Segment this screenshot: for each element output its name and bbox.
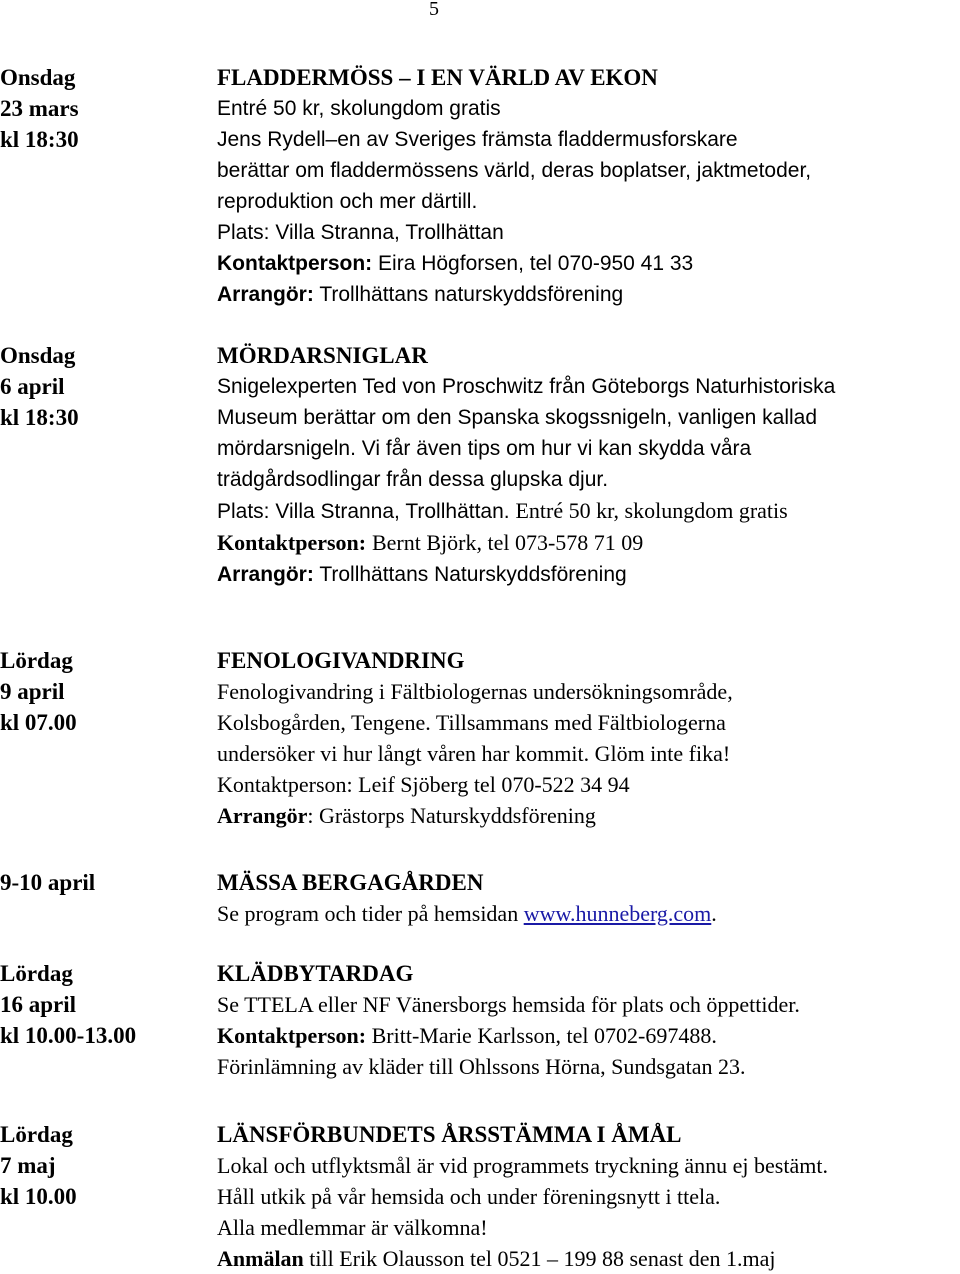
- organizer-label: Arrangör:: [217, 283, 314, 306]
- event-line: trädgårdsodlingar från dessa glupska djur.: [217, 468, 609, 491]
- signup-label: Anmälan: [217, 1246, 304, 1271]
- organizer-value: Trollhättans Naturskyddsförening: [319, 563, 627, 586]
- event-date: 9 april: [0, 679, 65, 704]
- event-day: Lördag: [0, 961, 73, 986]
- event-signup: [217, 1243, 960, 1274]
- event-organizer: [217, 800, 960, 831]
- event-line: Håll utkik på vår hemsida och under föreningsnytt i ttela.: [217, 1184, 721, 1209]
- event-when: [0, 958, 210, 1051]
- event-date: 7 maj: [0, 1153, 56, 1178]
- organizer-label: Arrangör: [217, 803, 308, 828]
- event-line: Snigelexperten Ted von Proschwitz från Göteborgs Naturhistoriska: [217, 375, 836, 398]
- event-contact: [217, 248, 960, 279]
- event-details: [217, 1119, 960, 1274]
- event-place: Plats: Villa Stranna, Trollhättan: [217, 221, 504, 244]
- event-organizer: [217, 279, 960, 310]
- organizer-value: : Grästorps Naturskyddsförening: [307, 803, 596, 828]
- event-details: [217, 340, 960, 590]
- event-when: [0, 645, 210, 738]
- contact-value: Bernt Björk, tel 073-578 71 09: [371, 530, 644, 555]
- event-date: 6 april: [0, 374, 65, 399]
- event-date: 23 mars: [0, 96, 79, 121]
- event-fee: Entré 50 kr, skolungdom gratis: [515, 498, 788, 523]
- event-line-part: Kolsbogården, Tengene.: [217, 710, 431, 735]
- event-date: 9-10 april: [0, 870, 96, 895]
- event-when: [0, 867, 210, 898]
- event-date: 16 april: [0, 992, 77, 1017]
- event-organizer: [217, 559, 960, 590]
- event-contact: [217, 527, 960, 559]
- event-details: [217, 62, 960, 310]
- event-title: LÄNSFÖRBUNDETS ÅRSSTÄMMA I ÅMÅL: [217, 1122, 682, 1147]
- event-line-text: Se program och tider på hemsidan: [217, 901, 524, 926]
- event-when: [0, 1119, 210, 1212]
- event-line: Fenologivandring i Fältbiologernas undersökningsområde,: [217, 679, 733, 704]
- event-contact: [217, 1020, 960, 1051]
- event-line: [217, 898, 960, 929]
- event-line-part: Tillsammans med Fältbiologerna: [435, 710, 726, 735]
- event-description: [217, 371, 960, 590]
- event-description: [217, 93, 960, 310]
- event-line: Entré 50 kr, skolungdom gratis: [217, 97, 501, 120]
- event-line-end: .: [711, 901, 717, 926]
- event-time: kl 10.00: [0, 1184, 77, 1209]
- contact-value: Britt-Marie Karlsson, tel 0702-697488.: [366, 1023, 717, 1048]
- event-line: Museum berättar om den Spanska skogssnigeln, vanligen kallad: [217, 406, 818, 429]
- event-title: KLÄDBYTARDAG: [217, 961, 414, 986]
- event-place: Plats: Villa Stranna, Trollhättan.: [217, 500, 510, 523]
- event-time: kl 18:30: [0, 405, 79, 430]
- event-line: [217, 707, 960, 738]
- event-line: Förinlämning av kläder till Ohlssons Hörna, Sundsgatan 23.: [217, 1054, 746, 1079]
- event-line: Lokal och utflyktsmål är vid programmets tryckning ännu ej bestämt.: [217, 1153, 828, 1178]
- organizer-label: Arrangör:: [217, 563, 314, 586]
- event-place-fee: [217, 495, 960, 527]
- event-time: kl 18:30: [0, 127, 79, 152]
- event-line: Alla medlemmar är välkomna!: [217, 1215, 488, 1240]
- event-line: reproduktion och mer därtill.: [217, 190, 478, 213]
- event-when: [0, 62, 210, 155]
- event-details: [217, 645, 960, 831]
- contact-value: Eira Högforsen, tel 070-950 41 33: [378, 252, 694, 275]
- event-when: [0, 340, 210, 433]
- event-time: kl 10.00-13.00: [0, 1023, 137, 1048]
- event-line: berättar om fladdermössens värld, deras boplatser, jaktmetoder,: [217, 159, 812, 182]
- signup-value: till Erik Olausson tel 0521 – 199 88 senast den 1.maj: [303, 1246, 776, 1271]
- event-title: MÖRDARSNIGLAR: [217, 343, 428, 368]
- event-title: FENOLOGIVANDRING: [217, 648, 465, 673]
- contact-label: Kontaktperson:: [217, 252, 373, 275]
- event-day: Lördag: [0, 1122, 73, 1147]
- event-day: Onsdag: [0, 343, 76, 368]
- event-line: undersöker vi hur långt våren har kommit. Glöm inte fika!: [217, 741, 731, 766]
- event-line: mördarsnigeln. Vi får även tips om hur vi kan skydda våra: [217, 437, 752, 460]
- event-title: MÄSSA BERGAGÅRDEN: [217, 870, 484, 895]
- event-time: kl 07.00: [0, 710, 77, 735]
- event-contact: Kontaktperson: Leif Sjöberg tel 070-522 34 94: [217, 772, 630, 797]
- event-day: Onsdag: [0, 65, 76, 90]
- organizer-value: Trollhättans naturskyddsförening: [319, 283, 624, 306]
- event-details: [217, 958, 960, 1082]
- page-number: 5: [429, 0, 439, 20]
- event-details: [217, 867, 960, 929]
- event-title: FLADDERMÖSS – I EN VÄRLD AV EKON: [217, 65, 658, 90]
- event-day: Lördag: [0, 648, 73, 673]
- event-line: Se TTELA eller NF Vänersborgs hemsida för plats och öppettider.: [217, 992, 800, 1017]
- event-line: Jens Rydell–en av Sveriges främsta fladdermusforskare: [217, 128, 738, 151]
- contact-label: Kontaktperson:: [217, 530, 367, 555]
- contact-label: Kontaktperson:: [217, 1023, 367, 1048]
- hemsida-link[interactable]: www.hunneberg.com: [523, 901, 712, 926]
